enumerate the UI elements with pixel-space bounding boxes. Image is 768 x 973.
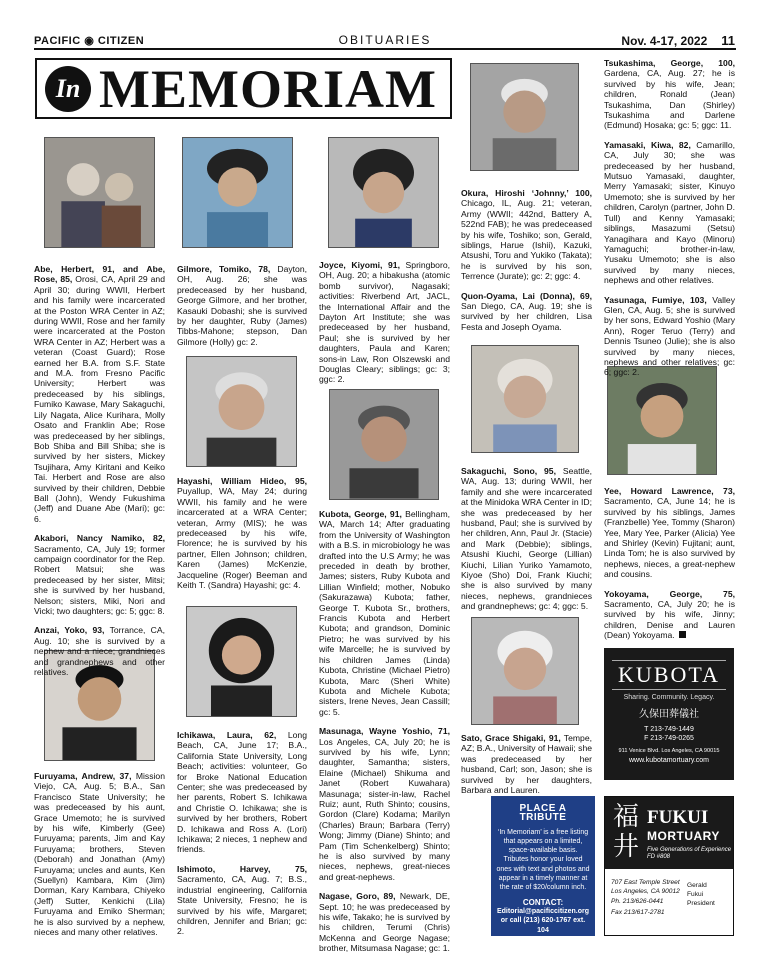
portrait-icon [45,138,154,247]
photo-okura [470,63,579,171]
obituary-body: Mission Viejo, CA, Aug. 5; B.A., San Francisco State University; he was predeceased by his aunt, Grace Umemoto; he is survived by his wife, Kimberly (Gee) Furuyama; parents, Jim and Kay Furuyama; brothers, Steven (Deborah) and Jonathan (Amy) Furuyama; uncles and aunts, Ken (Suellyn) Kambara, Kim (Jim) Dorman, Kary Kambara, Chiyeko (Jeff) Sutter, Kenkichi (Lila) Furuyama and Emiko Sherman; he is also survived by a nephew, nieces and many other relatives. [34,771,165,938]
obituary-anzai [34,625,165,677]
obituary-yokoyama [604,589,735,641]
kubota-address: 911 Venice Blvd. Los Angeles, CA 90015 [618,748,720,754]
obituary-name: Anzai, Yoko, 93, [34,625,105,636]
obituary-gilmore [177,264,307,347]
end-mark-icon [679,631,686,638]
obituary-joyce [319,260,450,385]
obituary-body: Sacramento, CA, July 20; he is survived by his wife, Jinny; children, Denise and Lauren (Dean) Yokoyama. [604,599,735,641]
obituary-body: Springboro, OH, Aug. 20; a hibakusha (atomic bomb survivor), Nagasaki; activities: Riverbend Art, JACL, the International Affair and the Dayton Art Institute; she was predeceased by her husband, Paul; she is survived by her daughters, Paula and Karen; sons-in Law, Ron Olszewski and Douglas Cleary; siblings; gc: 3; ggc: 2. [319,260,450,385]
kubota-mortuary-ad [604,648,734,780]
obituary-name: Ishimoto, Harvey, 75, [177,863,307,874]
section-title: OBITUARIES [338,33,432,47]
place-a-tribute-box [491,796,595,936]
fukui-person-title: President [687,900,715,907]
obituary-sato [461,733,592,795]
obituary-kubota [319,509,450,717]
fukui-person-last: Fukui [687,891,704,898]
fukui-address2: Los Angeles, CA 90012 [611,888,680,895]
kubota-phone: T 213-749-1449 [644,726,694,733]
obituary-body: Orosi, CA, April 29 and April 30; during WWII, Herbert and his family were incarcerated at the Poston WRA Center in AZ; during WWII, Rose and her family were incarcerated at the Poston WRA Center in AZ; Herbert was a veteran (Coast Guard); Rose earned her B.A. from S.F. State and M.A. from Fresno Pacific University; Herbert was predeceased by his siblings, Fumiko Kawase, Mary Sakaguchi, Lily Nagata, Alice Kurihara, Molly Osato and Franklin Abe; Rose was predeceased by her siblings, Bob Shiba and Bill Shiba; she is survived by her sisters, Mickey Tsujihara, Amy Kiritani and Keiko Tai. Herbert and Rose are also survived by their children, Debbie Ball (John), Wendy Fukushima (Jeff) and Duane Abe (Mari); gc: 6. [34,274,165,524]
obituary-name: Yasunaga, Fumiye, 103, [604,294,707,305]
fukui-fd: FD #808 [647,854,671,860]
obituary-body: Puyallup, WA, May 24; during WWII, his family and he were incarcerated at a WRA Center; veteran, Army (MIS); he was predeceased by his wife, Florence; he is survived by his partner, Ellen Johnson; children, Karen (James) McKenzie, Jacqueline (Roger) Beeman and Keith T. (Sandra) Hayashi; gc: 4. [177,486,307,591]
tribute-body: ‘In Memoriam’ is a free listing that appears on a limited, space-available basis. Tributes honor your loved ones with text and photos and appear in a timely manner at the rate of $20/column inch. [496,828,590,892]
tribute-contact-link[interactable]: Editorial@pacificcitizen.org or call (213) 620-1767 ext. 104 [496,907,589,934]
fukui-fax: Fax 213/617-2781 [611,909,665,916]
obituary-name: Akabori, Nancy Namiko, 82, [34,533,165,544]
photo-joyce [328,137,439,248]
kubota-address-block [604,747,734,765]
column-1-lower [34,771,165,947]
obituary-body: Long Beach, CA, June 17; B.A., California State University, Long Beach; activities: volunteer, Go for Broke National Education Center; she was predeceased by her parents, Robert S. Ichikawa and Christie O. Ichikawa; she is survived by her brothers, Robert D. Ichikawa and Ross A. (Lori) Ichikawa; 2 nieces, 1 nephew and friends. [177,730,307,855]
photo-kubota [329,389,439,500]
page-number: 11 [721,33,735,48]
obituary-name: Hayashi, William Hideo, 95, [177,476,307,486]
obituary-name: Furuyama, Andrew, 37, [34,771,132,781]
header-rule [34,48,736,50]
obituary-okura [461,188,592,282]
obituary-name: Nagase, Goro, 89, [319,891,396,902]
obituary-name: Gilmore, Tomiko, 78, [177,264,271,274]
obituary-name: Okura, Hiroshi ‘Johnny,’ 100, [461,188,592,198]
tribute-title: PLACE A TRIBUTE [519,803,567,824]
obituary-name: Ichikawa, Laura, 62, [177,730,277,740]
obituary-yee [604,486,735,580]
obituary-ishimoto [177,864,307,937]
pacific-citizen-logo: PACIFIC ◉ CITIZEN [34,35,145,47]
obituary-body: San Diego, CA, Aug. 19; she is survived by her children, Lisa Festa and Joseph Oyama. [461,301,592,332]
obituary-body: Valley Glen, CA, Aug. 5; she is survived by her sons, Edward Yoshio (Mary Ann), Roger Teruo (Terry) and Dennis Tsuneo (Julie); she is also survived by many nieces, nephews and other relatives; gc: 6; ggc: 2. [604,294,735,378]
kubota-logo: KUBOTA [612,660,726,690]
column-5 [604,58,735,387]
obituary-masunaga [319,726,450,882]
kubota-website-link[interactable]: www.kubotamortuary.com [628,757,709,764]
kubota-fax: F 213-749-0265 [644,735,694,742]
obituary-name: Sato, Grace Shigaki, 91, [461,733,561,743]
column-2 [177,264,307,356]
obituary-body: Seattle, WA, Aug. 13; during WWII, her family and she were incarcerated at the Minidoka WRA Center in ID; she was predeceased by her husband, Paul; she is survived by her children, Ann, Paul Jr. (Stacie) and Mark (Debbie); siblings, Atsushi Kiuchi, George (Lillian) Kiuchi, Lilian Yuriko Yamamoto, Kiyoe (Sho) Doi, Frank Kiuchi; she is also survived by many nieces, nephews, grandnieces and grandnephews; gc: 4; ggc: 5. [461,466,592,612]
photo-ichikawa [186,606,297,717]
column-4-mid [461,466,592,621]
fukui-person [687,881,715,908]
obituary-body: Tempe, AZ; B.A., University of Hawaii; she was predeceased by her husband, Carl; son, Jason; she is survived by her daughters, Barbara and Lauren. [461,733,592,796]
obituary-yasunaga [604,295,735,378]
column-5-lower [604,486,735,650]
photo-sato [471,617,579,725]
fukui-phone: Ph. 213/626-0441 [611,898,664,905]
obituary-quon-oyama [461,291,592,333]
fukui-header [605,797,733,869]
portrait-icon [183,138,292,247]
obituary-nagase [319,891,450,953]
portrait-icon [187,607,296,716]
obituary-name: Kubota, George, 91, [319,509,402,519]
obituary-name: Quon-Oyama, Lai (Donna), 69, [461,290,592,301]
obituary-name: Tsukashima, George, 100, [604,58,735,68]
obituary-body: Torrance, CA, Aug. 10; she is survived by a nephew and a niece; grandnieces and grandnephews and other relatives. [34,625,165,678]
obituary-name: Sakaguchi, Sono, 95, [461,466,556,476]
obituary-name: Yee, Howard Lawrence, 73, [604,486,735,496]
fukui-kanji: 福井 [612,801,639,861]
portrait-icon [329,138,438,247]
obituary-hayashi [177,476,307,590]
obituary-body: Gardena, CA, Aug. 27; he is survived by his wife, Jean; children, Ronald (Jean) Tsukashima, Dan (Shirley) Tsukashima and Darlene (Edmund) Hosaka; gc: 5; ggc: 11. [604,68,735,131]
photo-abe [44,137,155,248]
fukui-subtitle: MORTUARY [647,829,720,843]
column-2-mid [177,476,307,599]
issue-date [560,33,735,48]
fukui-mortuary-ad [604,796,734,936]
fukui-address1: 707 East Temple Street [611,879,680,886]
obituary-body: Los Angeles, CA, July 20; he is survived by his wife, Lynn; daughter, Samantha; sisters, Elaine (Michael) Shikuma and Janet (Robert Kuwahara) Masunaga; sister-in-law, Rachel Ruiz; aunt, Ruth Shinto; cousins, Gordon (Clare) Kodama; Marilyn (Charles) Braun; Barbara (Terry) Wong; Jimmy (Diane) Shinto; and Pam (Tim Schenkelberg) Shinto; he is also survived by many nieces, nephews, great-nieces and great-nephews. [319,736,450,882]
photo-hayashi [186,356,297,467]
obituary-body: Newark, DE, Sept. 10; he was predeceased by his wife, Takako; he is survived by his children, Terumi (Chris) McKenna and George Nagase; brother, Mitsumasa Nagase; gc: 1. [319,891,450,954]
obituary-furuyama [34,771,165,938]
column-4 [461,188,592,341]
tribute-contact-label: CONTACT: [522,897,564,907]
kubota-kanji: 久保田葬儀社 [639,709,699,720]
fukui-tagline-block [647,847,731,861]
obituary-body: Sacramento, CA, Aug. 7; B.S., industrial engineering, California State University, Fresno; he is survived by his wife, Margaret; children, Jennifer and Brian; gc: 2. [177,874,307,937]
fukui-contact [605,869,733,935]
column-2-lower [177,730,307,946]
obituary-ichikawa [177,730,307,855]
obituary-name: Masunaga, Wayne Yoshio, 71, [319,726,450,737]
column-4-lower [461,733,592,804]
obituary-body: Chicago, IL, Aug. 21; veteran, Army (WWII; 442nd, Battery A, 522nd FAB); he was predeceased by his wife, Toshiko; son, Gerald, siblings, Harue (Ishii), Kazuki, Atsushi, Toru and Yukiko (Takata); he is survived by his son, Terrence (Jurate); gc: 2; ggc: 4. [461,198,592,282]
obituary-body: Bellingham, WA, March 14; After graduating from the University of Washington with a B.S. in microbiology he was drafted into the U.S Army; he was preceded in death by brother, James; sisters, Ruby Kubota and Lillian Winfield; mother, Nobuko (Sakurazawa) Kubota; father, George T. Kubota Sr., brothers, Francis Kubota and Herbert Kubota; and grandson, Dominic Pietro; he was survived by his wife Marcelle; he is survived by his children James (Linda) Kubota, Christine (Michael Pietro) Kubota, Marc (Sheri White) Kubota and Michele Kubota; sisters, Irene Neves, Jean Cassill; gc: 5. [319,509,450,717]
portrait-icon [187,357,296,466]
banner-title: MEMORIAM [99,59,437,119]
fukui-person-first: Gerald [687,882,707,889]
obituary-name: Joyce, Kiyomi, 91, [319,260,400,270]
obituary-name: Yokoyama, George, 75, [604,588,735,599]
obituary-name: Yamasaki, Kiwa, 82, [604,139,691,150]
obituary-body: Camarillo, CA, July 30; she was predeceased by her husband, Mutsuo Yamasaki, daughter, Merry Yamasaki; sister, Kinuyo Umemoto; she is survived by her children, Carolyn (partner, John D. Tull) and Kenny Yamasaki; siblings, Masazumi (Setsu) Yanagihara and Kayo (Minoru) Yamaguchi; brother-in-law, Yusaku Umemoto; she is also survived by many nieces, nephews and other relatives. [604,139,735,286]
in-circle-badge: In [45,66,91,112]
portrait-icon [471,64,578,170]
obituary-sakaguchi [461,466,592,612]
kubota-tagline: Sharing. Community. Legacy. [623,694,715,701]
photo-gilmore [182,137,293,248]
column-1 [34,264,165,686]
portrait-icon [330,390,438,499]
obituary-name: Abe, Herbert, 91, and Abe, Rose, 85, [34,264,165,285]
obituary-yamasaki [604,140,735,286]
in-memoriam-banner [35,58,452,119]
kubota-contact [604,725,734,743]
obituary-body: Sacramento, CA, July 19; former campaign coordinator for the Rep. Robert Matsui; she was predeceased by her sister, Mitsi; she is survived by her husband, Nelson; sisters, Miki, Nori and Vicki; two daughters; gc: 5; ggc: 8. [34,543,165,616]
portrait-icon [472,618,578,724]
portrait-icon [472,346,578,452]
column-3-lower [319,509,450,963]
fukui-name: FUKUI [647,807,709,828]
photo-sakaguchi [471,345,579,453]
fukui-tagline: Five Generations of Experience [647,847,732,853]
obituary-body: Sacramento, CA, June 14; he is survived by his siblings, James (Franzbelle) Yee, Tommy (Sharon) Yee, Mary Yee, Parker (Alicia) Yee and Shirley (Kevin) Fujitani; aunt, Linda Tom; he is also survived by nephews, nieces, a great-nephew and cousins. [604,496,735,580]
obituary-tsukashima [604,58,735,131]
obituary-body: Dayton, OH, Aug. 26; she was predeceased by her husband, George Gilmore, and her brother, Kasauki Dobashi; she is survived by her daughter, Ruby (James) Tibbs-Mahone; stepson, Dan Gilmore (Holly) gc: 2. [177,264,307,347]
issue-date-text: Nov. 4-17, 2022 [621,34,708,48]
obituary-akabori [34,533,165,616]
column-3 [319,260,450,394]
obituary-abe [34,264,165,524]
